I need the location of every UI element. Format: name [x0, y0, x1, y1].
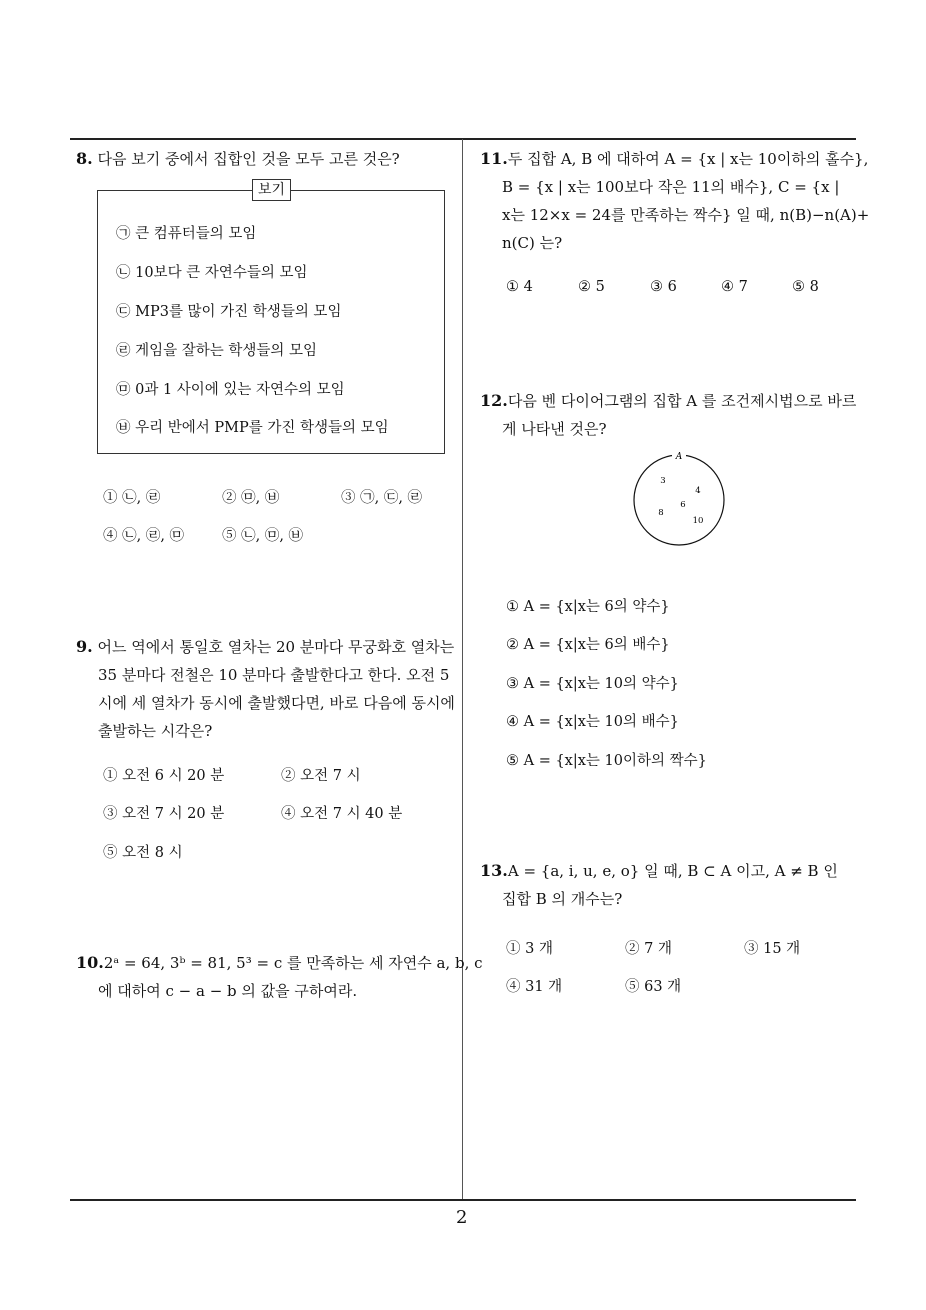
answer-option[interactable]: ③ ㉠, ㉢, ㉣	[341, 490, 423, 506]
question-text-line: 2ᵃ = 64, 3ᵇ = 81, 5³ = c 를 만족하는 세 자연수 a, b, c	[103, 954, 483, 972]
top-rule	[70, 138, 856, 140]
question-text-line: B = {x | x는 100보다 작은 11의 배수}, C = {x |	[502, 178, 840, 196]
answer-option[interactable]: ① 3 개	[506, 941, 553, 957]
venn-element: 4	[695, 486, 701, 496]
venn-element: 8	[658, 508, 664, 518]
question-text-line: 다음 벤 다이어그램의 집합 A 를 조건제시법으로 바르	[507, 392, 857, 410]
question-text-line: 시에 세 열차가 동시에 출발했다면, 바로 다음에 동시에	[98, 694, 455, 712]
example-item: ㉣ 게임을 잘하는 학생들의 모임	[116, 343, 318, 359]
answer-option[interactable]: ④ ㉡, ㉣, ㉤	[103, 528, 185, 544]
question-13	[480, 857, 860, 913]
question-11	[480, 145, 870, 257]
question-number: 13.	[480, 861, 508, 880]
example-item: ㉠ 큰 컴퓨터들의 모임	[116, 226, 257, 242]
answer-option[interactable]: ⑤ A = {x|x는 10이하의 짝수}	[506, 753, 707, 769]
answer-option[interactable]: ⑤ 오전 8 시	[103, 845, 183, 861]
question-text-line: A = {a, i, u, e, o} 일 때, B ⊂ A 이고, A ≠ B 인	[507, 862, 838, 880]
venn-circle	[634, 455, 724, 545]
answer-option[interactable]: ① A = {x|x는 6의 약수}	[506, 599, 670, 615]
question-text-line: 어느 역에서 통일호 열차는 20 분마다 무궁화호 열차는	[97, 638, 455, 656]
answer-option[interactable]: ⑤ 8	[792, 279, 819, 295]
answer-option[interactable]: ④ 7	[721, 279, 748, 295]
example-item: ㉥ 우리 반에서 PMP를 가진 학생들의 모임	[116, 420, 389, 436]
example-item: ㉢ MP3를 많이 가진 학생들의 모임	[116, 304, 342, 320]
answer-option[interactable]: ③ 오전 7 시 20 분	[103, 806, 225, 822]
question-text-line: 출발하는 시각은?	[98, 722, 213, 740]
question-text: 다음 보기 중에서 집합인 것을 모두 고른 것은?	[97, 150, 400, 168]
question-8	[76, 145, 456, 173]
question-number: 10.	[76, 953, 104, 972]
question-text-line: 두 집합 A, B 에 대하여 A = {x | x는 10이하의 홀수},	[507, 150, 869, 168]
question-text-line: x는 12×x = 24를 만족하는 짝수} 일 때, n(B)−n(A)+	[502, 206, 870, 224]
venn-diagram	[630, 450, 730, 550]
question-text-line: 게 나타낸 것은?	[502, 420, 607, 438]
answer-option[interactable]: ④ 오전 7 시 40 분	[281, 806, 403, 822]
question-text-line: 35 분마다 전철은 10 분마다 출발한다고 한다. 오전 5	[98, 666, 450, 684]
venn-element: 3	[660, 476, 666, 486]
venn-element: 10	[692, 516, 704, 526]
column-divider	[462, 139, 463, 1200]
answer-option[interactable]: ① ㉡, ㉣	[103, 490, 161, 506]
answer-option[interactable]: ③ 15 개	[744, 941, 801, 957]
answer-option[interactable]: ② 5	[578, 279, 605, 295]
question-number: 12.	[480, 391, 508, 410]
answer-option[interactable]: ④ A = {x|x는 10의 배수}	[506, 714, 679, 730]
question-text-line: 집합 B 의 개수는?	[502, 890, 623, 908]
example-box-title: 보기	[252, 179, 291, 201]
answer-option[interactable]: ⑤ 63 개	[625, 979, 682, 995]
venn-element: 6	[680, 500, 686, 510]
answer-option[interactable]: ④ 31 개	[506, 979, 563, 995]
answer-option[interactable]: ⑤ ㉡, ㉤, ㉥	[222, 528, 304, 544]
question-number: 11.	[480, 149, 508, 168]
question-text-line: n(C) 는?	[502, 234, 563, 252]
question-text-line: 에 대하여 c − a − b 의 값을 구하여라.	[98, 982, 358, 1000]
answer-option[interactable]: ② 7 개	[625, 941, 672, 957]
example-item: ㉡ 10보다 큰 자연수들의 모임	[116, 265, 308, 281]
question-10	[76, 949, 483, 1005]
question-9	[76, 633, 456, 745]
answer-option[interactable]: ② ㉤, ㉥	[222, 490, 280, 506]
question-number: 9.	[76, 637, 93, 656]
page-number: 2	[456, 1207, 468, 1228]
answer-option[interactable]: ② 오전 7 시	[281, 768, 361, 784]
answer-option[interactable]: ① 오전 6 시 20 분	[103, 768, 225, 784]
answer-option[interactable]: ① 4	[506, 279, 533, 295]
answer-option[interactable]: ③ A = {x|x는 10의 약수}	[506, 676, 679, 692]
question-number: 8.	[76, 149, 93, 168]
answer-option[interactable]: ③ 6	[650, 279, 677, 295]
question-12	[480, 387, 860, 443]
venn-label: A	[675, 452, 683, 462]
answer-option[interactable]: ② A = {x|x는 6의 배수}	[506, 637, 670, 653]
example-item: ㉤ 0과 1 사이에 있는 자연수의 모임	[116, 382, 345, 398]
bottom-rule	[70, 1199, 856, 1201]
